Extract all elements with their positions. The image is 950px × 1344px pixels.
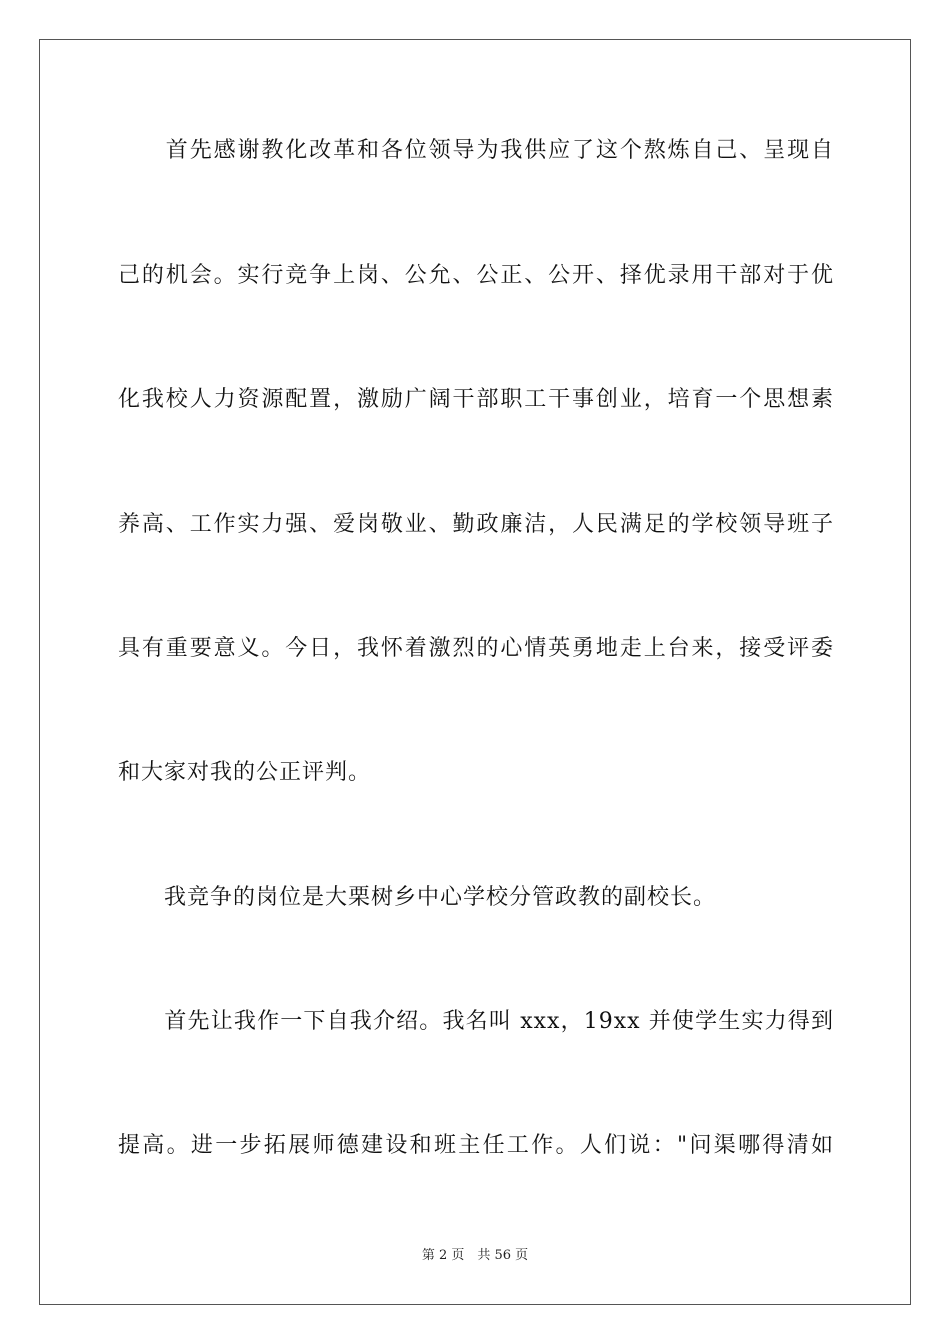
page-number-label: 第 2 页 共 56 页 [421,1248,529,1263]
paragraph-line: 化我校人力资源配置，激励广阔干部职工干事创业，培育一个思想素 [118,387,834,412]
paragraph-line: 提高。进一步拓展师德建设和班主任工作。人们说："问渠哪得清如 [118,1133,834,1158]
page-border [39,39,911,1305]
paragraph-line: 己的机会。实行竞争上岗、公允、公正、公开、择优录用干部对于优 [118,263,834,288]
page-number-footer [0,1247,950,1265]
paragraph-line: 养高、工作实力强、爱岗敬业、勤政廉洁，人民满足的学校领导班子 [118,512,834,537]
paragraph-line: 和大家对我的公正评判。 [118,760,372,785]
paragraph-line: 具有重要意义。今日，我怀着激烈的心情英勇地走上台来，接受评委 [118,636,834,661]
paragraph-line: 首先感谢教化改革和各位领导为我供应了这个熬炼自己、呈现自 [118,138,834,163]
paragraph-line: 我竞争的岗位是大栗树乡中心学校分管政教的副校长。 [118,885,717,910]
paragraph-line: 首先让我作一下自我介绍。我名叫 xxx，19xx 并使学生实力得到 [118,1009,834,1034]
